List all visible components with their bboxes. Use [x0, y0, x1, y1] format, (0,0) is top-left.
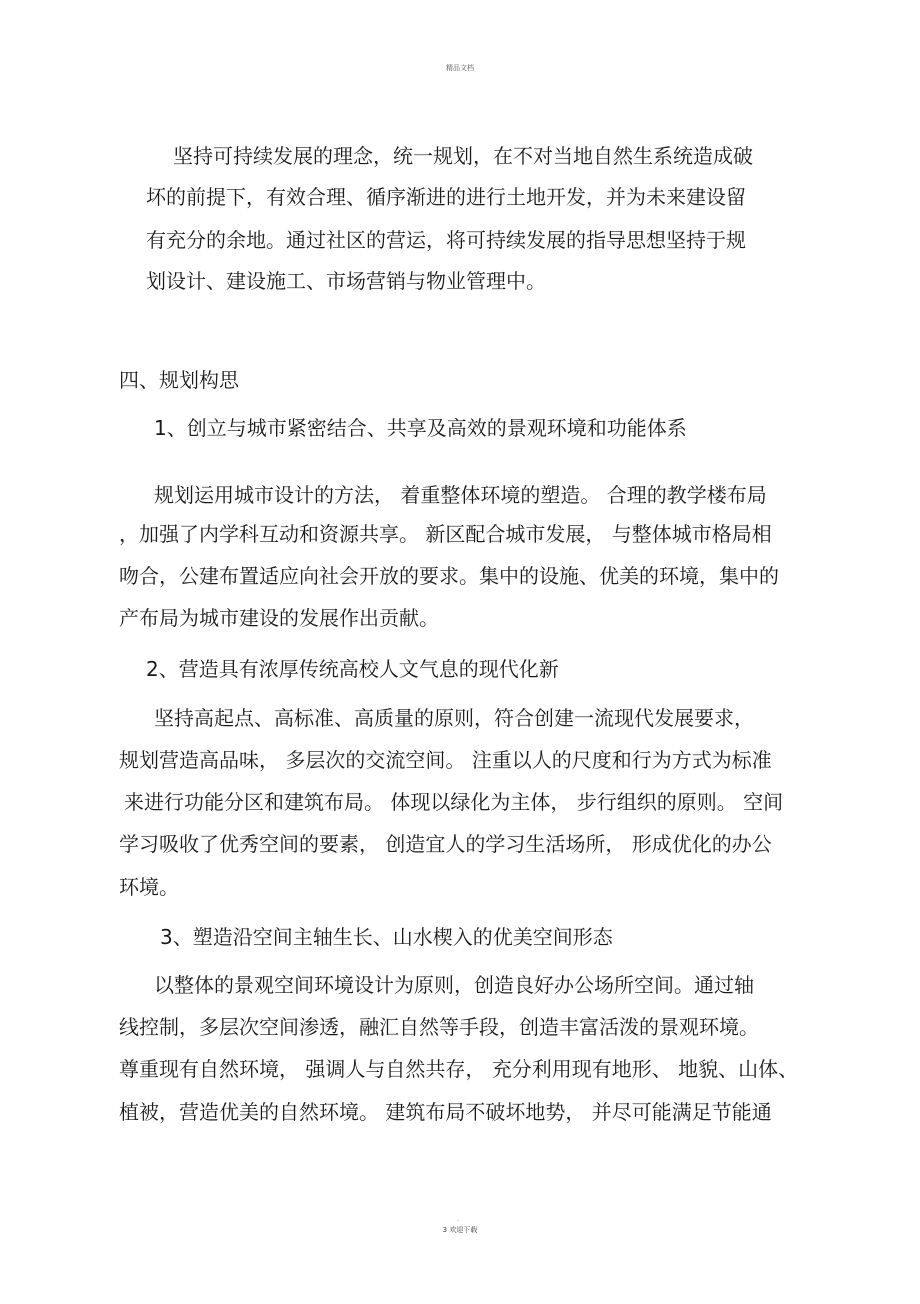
text-line: 划设计、建设施工、市场营销与物业管理中。	[146, 269, 546, 293]
text-line: 产布局为城市建设的发展作出贡献。	[119, 606, 439, 630]
text-line: 尊重现有自然环境， 强调人与自然共存， 充分利用现有地形、 地貌、山体、	[119, 1057, 799, 1081]
text-line: 有充分的余地。通过社区的营运，将可持续发展的指导思想坚持于规	[146, 228, 746, 252]
subsection-heading: 2、营造具有浓厚传统高校人文气息的现代化新	[146, 657, 559, 681]
section-heading: 四、规划构思	[119, 368, 239, 392]
page-footer: 3 欢迎下载	[442, 1226, 478, 1234]
footer-dot: .	[457, 1216, 459, 1223]
text-line: 规划营造高品味， 多层次的交流空间。 注重以人的尺度和行为方式为标准	[119, 748, 772, 772]
text-line: 坚持高起点、高标准、高质量的原则，符合创建一流现代发展要求，	[154, 706, 754, 730]
subsection-heading: 1、创立与城市紧密结合、共享及高效的景观环境和功能体系	[154, 416, 687, 440]
text-line: 植被，营造优美的自然环境。 建筑布局不破坏地势， 并尽可能满足节能通	[119, 1100, 772, 1124]
text-line: 环境。	[119, 875, 179, 899]
text-line: 坚持可持续发展的理念，统一规划，在不对当地自然生系统造成破	[173, 144, 753, 168]
text-line: 规划运用城市设计的方法， 着重整体环境的塑造。 合理的教学楼布局	[154, 483, 767, 507]
subsection-heading: 3、塑造沿空间主轴生长、山水楔入的优美空间形态	[160, 925, 613, 949]
text-line: 来进行功能分区和建筑布局。 体现以绿化为主体， 步行组织的原则。 空间	[124, 790, 784, 814]
text-line: 线控制，多层次空间渗透，融汇自然等手段，创造丰富活泼的景观环境。	[119, 1015, 759, 1039]
text-line: 吻合，公建布置适应向社会开放的要求。集中的设施、优美的环境，集中的	[119, 564, 779, 588]
text-line: 以整体的景观空间环境设计为原则，创造良好办公场所空间。通过轴	[154, 973, 754, 997]
text-line: 学习吸收了优秀空间的要素， 创造宜人的学习生活场所， 形成优化的办公	[119, 832, 772, 856]
text-line: 坏的前提下，有效合理、循序渐进的进行土地开发，并为未来建设留	[146, 185, 746, 209]
page-header: 精品文档	[446, 64, 474, 72]
text-line: ，加强了内学科互动和资源共享。 新区配合城市发展， 与整体城市格局相	[119, 522, 772, 546]
